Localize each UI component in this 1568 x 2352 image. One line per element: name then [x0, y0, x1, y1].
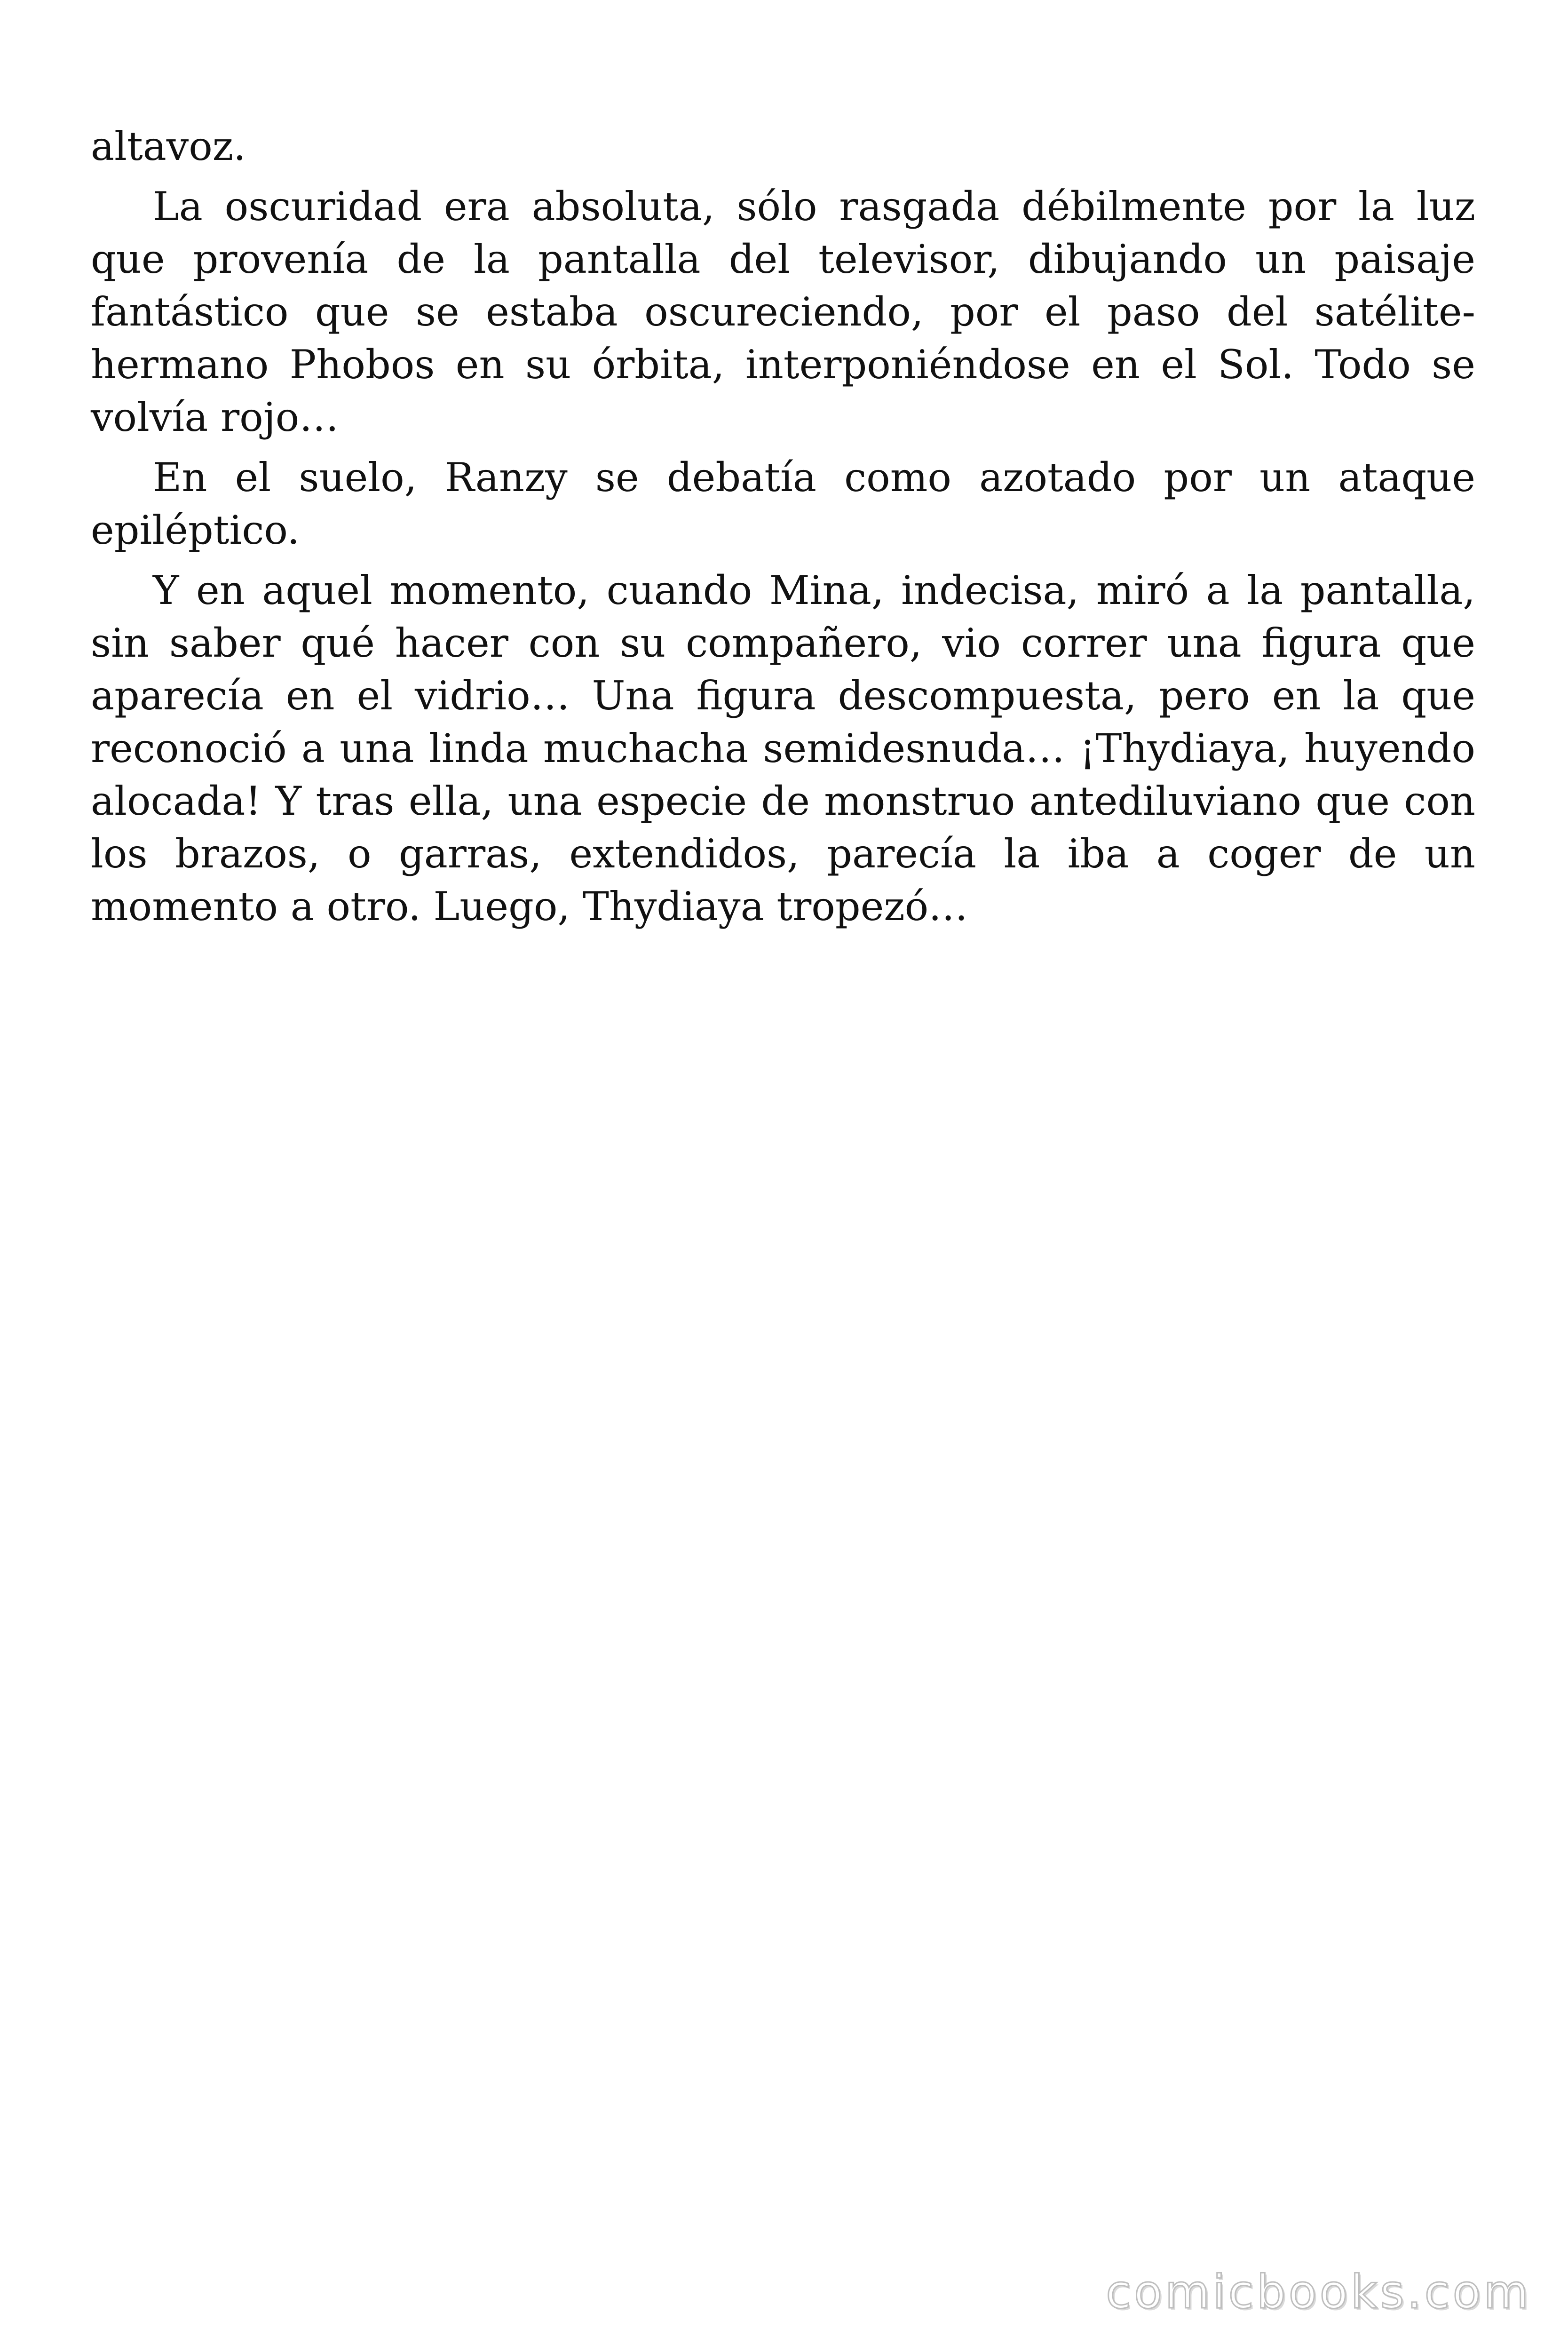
paragraph-1: altavoz.: [91, 123, 246, 169]
paragraph-3: En el suelo, Ranzy se debatía como azotado por un ataque epiléptico.: [91, 454, 1475, 553]
body-text: [91, 120, 1475, 933]
paragraph-2: La oscuridad era absoluta, sólo rasgada débilmente por la luz que provenía de la pantalla del televisor, dibujando un paisaje fantástico que se estaba oscureciendo, por el paso del satélite-hermano Phobos en su órbita, interponiéndose en el Sol. Todo se volvía rojo…: [91, 183, 1475, 440]
paragraph-4: Y en aquel momento, cuando Mina, indecisa, miró a la pantalla, sin saber qué hacer con su compañero, vio correr una figura que aparecía en el vidrio… Una figura descompuesta, pero en la que reconoció a una linda muchacha semidesnuda… ¡Thydiaya, huyendo alocada! Y tras ella, una especie de monstruo antediluviano que con los brazos, o garras, extendidos, parecía la iba a coger de un momento a otro. Luego, Thydiaya tropezó…: [91, 567, 1475, 930]
watermark: comicbooks.com: [1106, 2265, 1531, 2319]
